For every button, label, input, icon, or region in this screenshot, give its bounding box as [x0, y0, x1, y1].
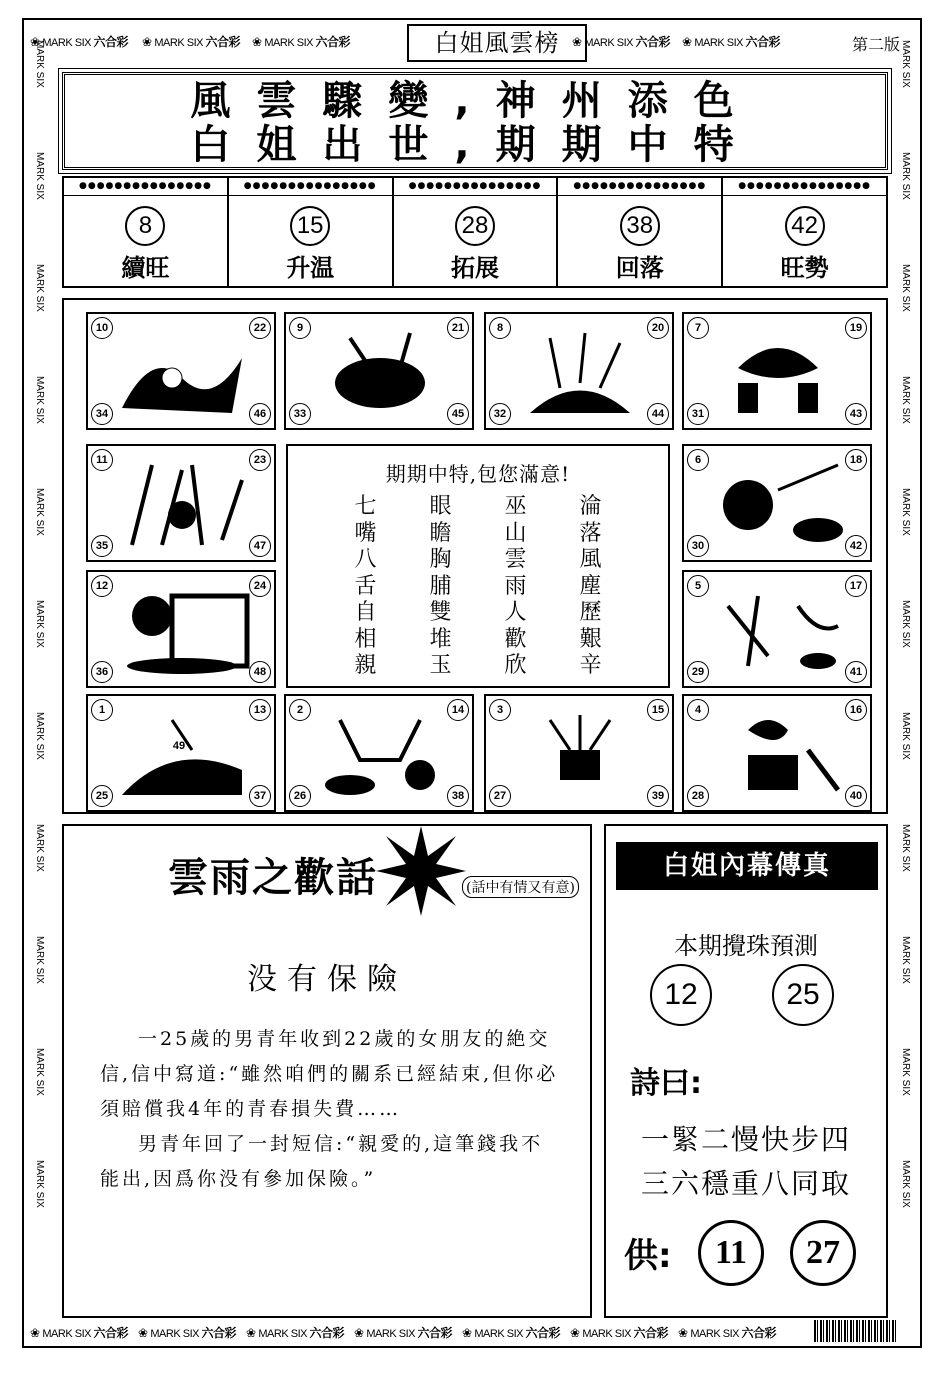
number-tag: 14	[447, 699, 469, 721]
ink-illustration	[112, 328, 252, 418]
top-mark-strip	[24, 22, 920, 62]
poem-char: 落	[579, 520, 602, 546]
dot-row: ●●●●●●●●●●●●●●●	[229, 178, 392, 196]
story-paragraph: 男青年回了一封短信:“親愛的,這筆錢我不能出,因爲你没有參加保險。”	[100, 1133, 544, 1190]
story-paragraph: 一25歲的男青年收到22歲的女朋友的絶交信,信中寫道:“雖然咱們的關系已經結束,但你必須賠償我4年的青春損失費……	[100, 1028, 559, 1120]
ink-illustration	[510, 328, 650, 418]
ink-illustration	[112, 460, 252, 550]
left-mark-column	[28, 40, 54, 1320]
number-tag: 22	[249, 317, 271, 339]
poem-char: 人	[504, 600, 527, 625]
poem-char: 風	[579, 547, 602, 572]
number-tag: 13	[249, 699, 271, 721]
number-tag: 49	[172, 740, 186, 752]
mark-six-vertical: MARK SIX	[900, 712, 911, 760]
mark-six-vertical: MARK SIX	[900, 1048, 911, 1096]
mark-six-vertical: MARK SIX	[900, 152, 911, 200]
number-circle: 8	[125, 206, 165, 246]
story-heading: 雲雨之歡話	[168, 855, 378, 901]
number-tag: 46	[249, 403, 271, 425]
number-tag: 21	[447, 317, 469, 339]
poem-char: 相	[354, 626, 377, 652]
number-tag: 40	[845, 785, 867, 807]
mark-six-vertical: MARK SIX	[900, 600, 911, 648]
dot-row: ●●●●●●●●●●●●●●●	[64, 178, 227, 196]
mark-six-logo: ❀ MARK SIX 六合彩	[246, 1324, 344, 1341]
mark-six-logo: ❀ MARK SIX 六合彩	[678, 1324, 776, 1341]
mark-six-vertical: MARK SIX	[34, 488, 45, 536]
poem-char: 歡	[504, 626, 527, 652]
poem-char: 淪	[579, 494, 602, 519]
number-column	[64, 178, 229, 286]
number-tag: 44	[647, 403, 669, 425]
number-tag: 4	[687, 699, 709, 721]
mark-six-vertical: MARK SIX	[34, 1048, 45, 1096]
mark-six-logo: ❀ MARK SIX 六合彩	[30, 33, 128, 50]
poem-title: 期期中特,包您滿意!	[385, 462, 571, 486]
number-tag: 18	[845, 449, 867, 471]
center-poem-box	[286, 444, 670, 688]
story-section	[62, 824, 592, 1318]
number-label: 回落	[615, 254, 664, 282]
mark-six-vertical: MARK SIX	[900, 264, 911, 312]
zodiac-picture-cell	[284, 312, 474, 430]
zodiac-picture-cell	[86, 312, 276, 430]
poem-char: 雲	[504, 547, 527, 572]
story-body	[100, 1022, 560, 1197]
ink-illustration	[708, 586, 848, 676]
poem-char: 塵	[579, 573, 602, 599]
number-tag: 15	[647, 699, 669, 721]
zodiac-picture-cell	[682, 312, 872, 430]
number-tag: 6	[687, 449, 709, 471]
number-tag: 11	[91, 449, 113, 471]
mark-six-logo: ❀ MARK SIX 六合彩	[354, 1324, 452, 1341]
number-label: 拓展	[450, 254, 499, 282]
ink-illustration	[708, 710, 848, 800]
number-tag: 32	[489, 403, 511, 425]
poem-char: 欣	[504, 653, 527, 678]
number-column	[394, 178, 559, 286]
mark-six-logo: ❀ MARK SIX 六合彩	[572, 33, 670, 50]
number-tag: 8	[489, 317, 511, 339]
zodiac-picture-cell	[682, 694, 872, 812]
number-label: 續旺	[121, 254, 170, 282]
mark-six-logo: ❀ MARK SIX 六合彩	[138, 1324, 236, 1341]
right-mark-column	[894, 40, 920, 1320]
number-tag: 38	[447, 785, 469, 807]
zodiac-picture-cell	[682, 444, 872, 562]
number-tag: 29	[687, 661, 709, 683]
number-tag: 48	[249, 661, 271, 683]
number-column	[723, 178, 886, 286]
mark-six-vertical: MARK SIX	[34, 40, 45, 88]
ink-illustration	[510, 710, 650, 800]
prediction-number: 12	[650, 964, 712, 1026]
insider-section	[604, 824, 888, 1318]
number-circle: 38	[620, 206, 660, 246]
ink-illustration	[310, 328, 450, 418]
number-tag: 19	[845, 317, 867, 339]
poem-line: 三六穩重八同取	[640, 1167, 851, 1200]
mark-six-vertical: MARK SIX	[900, 1160, 911, 1208]
story-title: 没有保險	[247, 962, 407, 997]
number-column	[229, 178, 394, 286]
poem-char: 山	[504, 520, 527, 546]
number-tag: 28	[687, 785, 709, 807]
zodiac-picture-grid	[62, 298, 888, 814]
mark-six-vertical: MARK SIX	[34, 152, 45, 200]
poem-grid	[328, 494, 628, 680]
number-tag: 25	[91, 785, 113, 807]
zodiac-picture-cell	[484, 312, 674, 430]
poem-char: 艱	[579, 626, 602, 652]
number-label: 旺勢	[780, 254, 829, 282]
headline-box	[62, 72, 888, 170]
poem-char: 玉	[429, 653, 452, 678]
number-tag: 33	[289, 403, 311, 425]
poem-char: 自	[354, 600, 377, 625]
number-box	[62, 176, 888, 288]
ink-illustration	[708, 460, 848, 550]
number-tag: 36	[91, 661, 113, 683]
number-tag: 37	[249, 785, 271, 807]
starburst-icon	[376, 826, 466, 916]
number-column	[558, 178, 723, 286]
mark-six-logo: ❀ MARK SIX 六合彩	[142, 33, 240, 50]
poem-line: 一緊二慢快步四	[640, 1123, 851, 1156]
number-tag: 42	[845, 535, 867, 557]
number-tag: 1	[91, 699, 113, 721]
number-tag: 41	[845, 661, 867, 683]
mark-six-vertical: MARK SIX	[34, 1160, 45, 1208]
bottom-mark-strip	[24, 1318, 920, 1344]
mark-six-logo: ❀ MARK SIX 六合彩	[682, 33, 780, 50]
mark-six-vertical: MARK SIX	[900, 936, 911, 984]
mark-six-vertical: MARK SIX	[34, 264, 45, 312]
poem-char: 嘴	[354, 520, 377, 546]
number-tag: 2	[289, 699, 311, 721]
mark-six-logo: ❀ MARK SIX 六合彩	[30, 1324, 128, 1341]
mark-six-logo: ❀ MARK SIX 六合彩	[252, 33, 350, 50]
poem-char: 八	[354, 547, 377, 572]
poem-char: 堆	[429, 626, 452, 652]
supply-number: 27	[790, 1220, 856, 1286]
number-tag: 12	[91, 575, 113, 597]
mark-six-vertical: MARK SIX	[900, 376, 911, 424]
number-circle: 28	[455, 206, 495, 246]
mark-six-vertical: MARK SIX	[900, 824, 911, 872]
poem-char: 辛	[579, 653, 602, 678]
number-label: 升温	[286, 254, 335, 282]
mark-six-vertical: MARK SIX	[900, 488, 911, 536]
mark-six-logo: ❀ MARK SIX 六合彩	[462, 1324, 560, 1341]
number-tag: 35	[91, 535, 113, 557]
poem-char: 眼	[429, 494, 452, 519]
number-tag: 23	[249, 449, 271, 471]
number-tag: 31	[687, 403, 709, 425]
number-tag: 3	[489, 699, 511, 721]
number-circle: 42	[785, 206, 825, 246]
edition-label: 第二版	[851, 35, 900, 54]
number-tag: 27	[489, 785, 511, 807]
zodiac-picture-cell	[86, 694, 276, 812]
zodiac-picture-cell	[484, 694, 674, 812]
headline-line-2: 白姐出世,期期中特	[190, 122, 760, 168]
prediction-label: 本期攪珠預測	[674, 932, 818, 960]
number-tag: 24	[249, 575, 271, 597]
mark-six-logo: ❀ MARK SIX 六合彩	[570, 1324, 668, 1341]
prediction-number: 25	[772, 964, 834, 1026]
ink-illustration	[708, 328, 848, 418]
poem-char: 親	[354, 653, 377, 678]
poem-char: 巫	[504, 494, 527, 519]
ink-illustration	[310, 710, 450, 800]
poem-char: 瞻	[429, 520, 452, 546]
insider-banner: 白姐內幕傳真	[616, 842, 878, 890]
supply-number: 11	[698, 1220, 764, 1286]
mark-six-vertical: MARK SIX	[34, 376, 45, 424]
headline-line-1: 風雲驟變,神州添色	[190, 78, 760, 124]
poem-char: 脯	[429, 573, 452, 599]
supply-label: 供:	[624, 1236, 672, 1276]
zodiac-picture-cell	[682, 570, 872, 688]
dot-row: ●●●●●●●●●●●●●●●	[394, 178, 557, 196]
mark-six-vertical: MARK SIX	[34, 712, 45, 760]
number-tag: 34	[91, 403, 113, 425]
zodiac-picture-cell	[86, 570, 276, 688]
dot-row: ●●●●●●●●●●●●●●●	[723, 178, 886, 196]
number-tag: 45	[447, 403, 469, 425]
number-circle: 15	[290, 206, 330, 246]
mark-six-vertical: MARK SIX	[34, 600, 45, 648]
number-tag: 5	[687, 575, 709, 597]
number-tag: 9	[289, 317, 311, 339]
mark-six-vertical: MARK SIX	[34, 936, 45, 984]
number-tag: 43	[845, 403, 867, 425]
number-tag: 20	[647, 317, 669, 339]
dot-row: ●●●●●●●●●●●●●●●	[558, 178, 721, 196]
paper-title: 白姐風雲榜	[407, 24, 587, 62]
story-subheading: (話中有情又有意)	[462, 876, 579, 898]
number-tag: 16	[845, 699, 867, 721]
mark-six-vertical: MARK SIX	[34, 824, 45, 872]
number-tag: 17	[845, 575, 867, 597]
mark-six-vertical: MARK SIX	[900, 40, 911, 88]
poem-char: 七	[354, 494, 377, 519]
zodiac-picture-cell	[284, 694, 474, 812]
ink-illustration	[112, 586, 252, 676]
zodiac-picture-cell	[86, 444, 276, 562]
number-tag: 47	[249, 535, 271, 557]
poem-char: 雙	[429, 600, 452, 625]
poem-label: 詩曰:	[630, 1066, 702, 1101]
number-tag: 30	[687, 535, 709, 557]
poem-char: 歷	[579, 600, 602, 625]
poem-char: 胸	[429, 547, 452, 572]
poem-char: 舌	[354, 573, 377, 599]
barcode	[814, 1320, 896, 1342]
poem-char: 雨	[504, 573, 527, 599]
number-tag: 7	[687, 317, 709, 339]
number-tag: 39	[647, 785, 669, 807]
number-tag: 10	[91, 317, 113, 339]
number-tag: 26	[289, 785, 311, 807]
